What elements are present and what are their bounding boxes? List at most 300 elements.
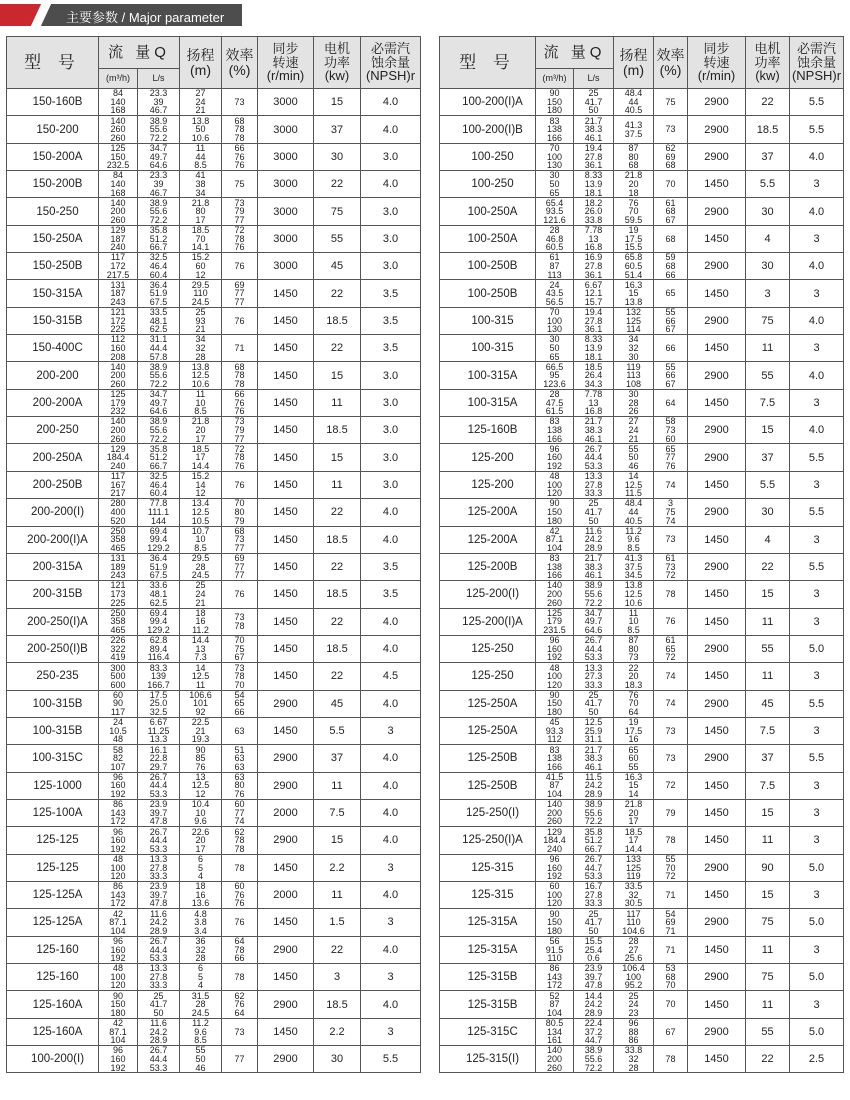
- head-cell-value: 8.5: [194, 406, 207, 417]
- efficiency-cell: [222, 745, 258, 772]
- flow-m3h-cell-value: 65: [549, 351, 560, 362]
- efficiency-cell-value: 70: [234, 679, 245, 690]
- head-cell-value: 3.8: [194, 917, 207, 928]
- efficiency-cell: [222, 854, 258, 881]
- flow-ls-cell-value: 41.7: [584, 917, 603, 928]
- head-cell-value: 10.6: [191, 378, 210, 389]
- power-cell: 15: [314, 444, 361, 471]
- head-cell-value: 90: [195, 744, 206, 755]
- flow-m3h-cell: [99, 608, 138, 635]
- flow-m3h-cell: [536, 717, 574, 744]
- table-row: [7, 143, 421, 170]
- table-row: [440, 772, 844, 799]
- flow-m3h-cell-value: 200: [546, 589, 563, 600]
- head-cell-value: 12.5: [191, 507, 210, 518]
- power-cell: 11: [314, 471, 361, 498]
- header-model: 型 号: [7, 37, 99, 89]
- power-cell: 22: [314, 553, 361, 580]
- power-cell: 18.5: [314, 526, 361, 553]
- flow-m3h-cell: [536, 799, 574, 826]
- head-cell: [180, 335, 222, 362]
- flow-ls-cell-value: 28.9: [584, 1007, 603, 1018]
- flow-ls-cell-value: 44.7: [584, 1035, 603, 1046]
- flow-ls-cell-value: 55.6: [149, 124, 168, 135]
- flow-m3h-cell-value: 48: [112, 734, 123, 745]
- flow-m3h-cell-value: 232: [110, 406, 126, 417]
- head-cell: [180, 936, 222, 963]
- flow-ls-cell-value: 111.1: [147, 507, 170, 518]
- head-cell-value: 106.6: [189, 690, 212, 700]
- npsh-cell: 4.0: [361, 745, 421, 772]
- flow-m3h-cell-value: 150: [110, 999, 126, 1010]
- efficiency-cell-value: 73: [234, 612, 245, 623]
- flow-ls-cell: [574, 991, 614, 1018]
- flow-m3h-cell-value: 86: [112, 881, 123, 892]
- efficiency-cell-value: 72: [665, 871, 676, 882]
- flow-m3h-cell-value: 48: [112, 963, 123, 974]
- flow-ls-cell: [138, 253, 180, 280]
- flow-m3h-cell-value: 240: [546, 843, 563, 854]
- flow-m3h-cell: [99, 690, 138, 717]
- flow-m3h-cell-value: 56.5: [545, 296, 564, 307]
- efficiency-cell: [222, 717, 258, 744]
- head-cell-value: 55: [628, 761, 639, 772]
- head-cell: [180, 1046, 222, 1073]
- flow-m3h-cell: [536, 89, 574, 116]
- head-cell-value: 10: [195, 807, 206, 818]
- head-cell-value: 12: [195, 488, 206, 499]
- efficiency-cell-value: 55: [665, 854, 676, 864]
- table-row: [7, 89, 421, 116]
- head-cell: [614, 253, 654, 280]
- flow-m3h-cell-value: 150: [546, 96, 563, 107]
- efficiency-cell-value: 73: [234, 416, 245, 427]
- head-cell-value: 17: [195, 843, 206, 854]
- head-cell: [614, 827, 654, 854]
- table-row: [7, 608, 421, 635]
- efficiency-cell: [654, 280, 688, 307]
- header-flow-ls: L/s: [138, 69, 180, 89]
- head-cell-value: 32: [628, 342, 639, 353]
- head-cell-value: 70: [195, 233, 206, 244]
- power-cell: 15: [746, 799, 790, 826]
- model-cell: 125-100A: [7, 799, 99, 826]
- speed-cell: 1450: [258, 1018, 314, 1045]
- head-cell: [180, 362, 222, 389]
- flow-ls-cell-value: 33.3: [149, 980, 168, 991]
- flow-m3h-cell-value: 166: [546, 570, 563, 581]
- flow-m3h-cell-value: 173: [110, 589, 126, 600]
- flow-m3h-cell-value: 125: [110, 143, 126, 153]
- model-cell: 150-315B: [7, 307, 99, 334]
- efficiency-cell-value: 76: [234, 999, 245, 1010]
- flow-ls-cell-value: 14.4: [584, 990, 603, 1001]
- efficiency-cell-value: 55: [665, 361, 676, 372]
- head-cell-value: 14: [195, 479, 206, 490]
- model-cell: 100-250B: [440, 253, 536, 280]
- efficiency-cell: [654, 499, 688, 526]
- head-cell-value: 10.5: [191, 515, 210, 526]
- efficiency-cell: [654, 717, 688, 744]
- flow-ls-cell: [138, 936, 180, 963]
- flow-m3h-cell-value: 226: [110, 635, 126, 646]
- speed-cell: 1450: [688, 608, 746, 635]
- flow-m3h-cell-value: 150: [546, 507, 563, 518]
- speed-cell: 1450: [258, 581, 314, 608]
- flow-ls-cell-value: 32.5: [149, 707, 168, 718]
- model-cell: 150-250B: [7, 253, 99, 280]
- head-cell-value: 3.4: [194, 925, 207, 936]
- flow-ls-cell: [574, 253, 614, 280]
- flow-m3h-cell: [99, 362, 138, 389]
- power-cell: 5.5: [314, 717, 361, 744]
- model-cell: 125-250B: [440, 745, 536, 772]
- flow-m3h-cell-value: 192: [110, 789, 126, 800]
- head-cell-value: 133: [625, 854, 642, 864]
- npsh-cell: 3: [790, 663, 844, 690]
- head-cell-value: 14.4: [191, 635, 210, 646]
- head-cell: [180, 690, 222, 717]
- flow-m3h-cell: [99, 991, 138, 1018]
- npsh-cell: 3.0: [361, 198, 421, 225]
- efficiency-cell-value: 76: [234, 151, 245, 162]
- head-cell-value: 18.5: [191, 225, 210, 235]
- header-efficiency: 效率 (%): [654, 37, 688, 89]
- model-cell: 125-125: [7, 827, 99, 854]
- flow-ls-cell-value: 53.3: [584, 652, 603, 663]
- flow-ls-cell-value: 39.7: [149, 889, 168, 900]
- model-cell: 100-315C: [7, 745, 99, 772]
- efficiency-cell-value: 68: [234, 115, 245, 126]
- flow-m3h-cell-value: 104: [110, 925, 126, 936]
- flow-ls-cell-value: 36.1: [584, 160, 603, 171]
- flow-ls-cell-value: 47.8: [584, 980, 603, 991]
- efficiency-cell-value: 79: [234, 425, 245, 435]
- npsh-cell: 3.0: [361, 143, 421, 170]
- flow-ls-cell: [574, 964, 614, 991]
- flow-ls-cell-value: 19.4: [584, 307, 603, 318]
- efficiency-cell-value: 60: [665, 433, 676, 444]
- flow-ls-cell-value: 25.0: [149, 698, 168, 709]
- head-cell-value: 10.7: [191, 526, 210, 536]
- model-cell: 100-250A: [440, 198, 536, 225]
- efficiency-cell: [654, 417, 688, 444]
- model-cell: 100-315B: [7, 717, 99, 744]
- header-speed: 同步 转速 (r/min): [258, 37, 314, 89]
- flow-ls-cell-value: 50: [588, 515, 599, 526]
- efficiency-cell: [654, 881, 688, 908]
- flow-ls-cell-value: 62.5: [149, 324, 168, 335]
- head-cell-value: 65: [628, 744, 639, 755]
- efficiency-cell: [654, 89, 688, 116]
- flow-ls-cell-value: 13.9: [584, 178, 603, 189]
- power-cell: 11: [746, 608, 790, 635]
- flow-ls-cell: [574, 280, 614, 307]
- head-cell-value: 11.2: [192, 1018, 209, 1028]
- efficiency-cell-value: 76: [234, 260, 245, 271]
- speed-cell: 1450: [688, 1046, 746, 1073]
- efficiency-cell: [654, 553, 688, 580]
- table-row: [440, 280, 844, 307]
- model-cell: 125-200: [440, 444, 536, 471]
- head-cell: [614, 717, 654, 744]
- flow-m3h-cell-value: 140: [110, 361, 126, 372]
- npsh-cell: 4.0: [361, 89, 421, 116]
- head-cell-value: 28: [195, 351, 206, 362]
- head-cell-value: 85: [195, 753, 206, 764]
- head-cell-value: 16.3: [624, 279, 643, 290]
- power-cell: 30: [314, 1046, 361, 1073]
- head-cell-value: 19: [628, 225, 639, 235]
- efficiency-cell-value: 61: [665, 635, 676, 646]
- speed-cell: 1450: [688, 526, 746, 553]
- flow-ls-cell-value: 35.8: [584, 826, 603, 837]
- speed-cell: 2900: [258, 936, 314, 963]
- head-cell-value: 11.5: [625, 488, 642, 499]
- speed-cell: 1450: [258, 553, 314, 580]
- flow-m3h-cell-value: 134: [546, 1026, 563, 1037]
- table-row: [440, 1018, 844, 1045]
- head-cell-value: 108: [625, 378, 642, 389]
- flow-ls-cell-value: 13: [588, 397, 599, 408]
- head-cell-value: 15.2: [191, 471, 210, 482]
- head-cell: [614, 745, 654, 772]
- efficiency-cell-value: 76: [234, 889, 245, 900]
- speed-cell: 2900: [688, 635, 746, 662]
- flow-m3h-cell-value: 192: [110, 953, 126, 964]
- head-cell-value: 46: [195, 1062, 206, 1073]
- efficiency-cell: [222, 444, 258, 471]
- head-cell-value: 73: [628, 652, 639, 663]
- npsh-cell: 3: [790, 581, 844, 608]
- speed-cell: 1450: [688, 827, 746, 854]
- flow-m3h-cell-value: 192: [546, 652, 563, 663]
- flow-m3h-cell-value: 166: [546, 132, 563, 143]
- npsh-cell: 3: [790, 526, 844, 553]
- flow-m3h-cell: [536, 745, 574, 772]
- flow-ls-cell-value: 13: [588, 233, 599, 244]
- flow-m3h-cell-value: 180: [546, 515, 563, 526]
- flow-ls-cell-value: 48.1: [149, 315, 168, 326]
- head-cell-value: 14.4: [624, 843, 643, 854]
- model-cell: 125-1000: [7, 772, 99, 799]
- model-cell: 125-200A: [440, 526, 536, 553]
- flow-ls-cell-value: 26.7: [149, 826, 168, 837]
- efficiency-cell: [222, 772, 258, 799]
- flow-m3h-cell: [99, 471, 138, 498]
- flow-m3h-cell-value: 87: [549, 780, 560, 791]
- head-cell-value: 20: [195, 425, 206, 435]
- head-cell: [180, 89, 222, 116]
- efficiency-cell-value: 76: [234, 160, 245, 171]
- flow-ls-cell-value: 25: [588, 908, 599, 919]
- efficiency-cell-value: 77: [234, 288, 245, 299]
- flow-ls-cell-value: 34.7: [584, 608, 603, 618]
- head-cell: [614, 608, 654, 635]
- power-cell: 22: [314, 335, 361, 362]
- flow-ls-cell-value: 53.3: [149, 789, 168, 800]
- head-cell-value: 18.5: [624, 826, 643, 837]
- flow-m3h-cell-value: 121: [110, 307, 126, 318]
- power-cell: 18.5: [746, 116, 790, 143]
- efficiency-cell-value: 69: [234, 279, 245, 290]
- flow-ls-cell-value: 38.9: [149, 115, 168, 126]
- head-cell: [180, 608, 222, 635]
- flow-m3h-cell-value: 82: [112, 753, 123, 764]
- npsh-cell: 3.0: [361, 471, 421, 498]
- flow-ls-cell: [574, 307, 614, 334]
- speed-cell: 2900: [258, 690, 314, 717]
- flow-ls-cell-value: 17.5: [149, 690, 168, 700]
- efficiency-cell-value: 78: [234, 843, 245, 854]
- head-cell-value: 28: [195, 953, 206, 964]
- flow-ls-cell-value: 27.8: [584, 260, 603, 271]
- flow-ls-cell: [574, 608, 614, 635]
- header-flow-m3h: (m³/h): [99, 69, 138, 89]
- power-cell: 18.5: [314, 991, 361, 1018]
- flow-ls-cell-value: 77.8: [149, 498, 168, 509]
- table-row: [440, 936, 844, 963]
- efficiency-cell-value: 54: [665, 908, 676, 919]
- flow-ls-cell-value: 64.6: [149, 160, 168, 171]
- flow-ls-cell-value: 12.5: [584, 717, 603, 728]
- head-cell-value: 28: [628, 936, 639, 946]
- efficiency-cell-value: 70: [665, 862, 676, 873]
- head-cell-value: 27: [628, 944, 639, 955]
- efficiency-cell: [654, 471, 688, 498]
- efficiency-cell-value: 76: [665, 460, 676, 471]
- flow-ls-cell-value: 129.2: [147, 542, 170, 553]
- flow-ls-cell-value: 72.2: [149, 214, 168, 225]
- table-row: [7, 499, 421, 526]
- efficiency-cell: [654, 526, 688, 553]
- flow-m3h-cell-value: 56: [549, 936, 560, 946]
- table-row: [440, 991, 844, 1018]
- header-power: 电机 功率 (kw): [314, 37, 361, 89]
- head-cell: [180, 171, 222, 198]
- flow-ls-cell-value: 53.3: [149, 843, 168, 854]
- flow-ls-cell-value: 27.8: [584, 315, 603, 326]
- table-row: [440, 171, 844, 198]
- head-cell: [614, 909, 654, 936]
- head-cell-value: 132: [625, 307, 642, 318]
- head-cell-value: 13: [195, 772, 206, 782]
- flow-ls-cell-value: 69.4: [149, 526, 168, 536]
- flow-m3h-cell-value: 138: [546, 124, 563, 135]
- table-row: [7, 389, 421, 416]
- flow-m3h-cell-value: 192: [546, 460, 563, 471]
- flow-ls-cell-value: 31.1: [584, 734, 603, 745]
- flow-m3h-cell-value: 180: [546, 707, 563, 718]
- table-row: [440, 909, 844, 936]
- efficiency-cell-value: 74: [665, 479, 676, 490]
- flow-ls-cell-value: 23.3: [149, 170, 168, 181]
- flow-ls-cell-value: 62.8: [149, 635, 168, 646]
- flow-ls-cell-value: 13.9: [584, 342, 603, 353]
- flow-m3h-cell-value: 180: [110, 1007, 126, 1018]
- head-cell-value: 8.5: [194, 1035, 207, 1046]
- flow-m3h-cell-value: 84: [112, 170, 123, 181]
- efficiency-cell-value: 72: [665, 652, 676, 663]
- head-cell-value: 10.4: [191, 799, 210, 810]
- flow-m3h-cell: [536, 772, 574, 799]
- head-cell-value: 14.1: [191, 242, 210, 253]
- flow-ls-cell-value: 38.3: [584, 425, 603, 435]
- table-row: [440, 389, 844, 416]
- table-row: [7, 444, 421, 471]
- speed-cell: 1450: [258, 307, 314, 334]
- flow-ls-cell-value: 46.1: [584, 761, 603, 772]
- efficiency-cell: [222, 143, 258, 170]
- flow-m3h-cell-value: 140: [546, 799, 563, 810]
- efficiency-cell: [222, 335, 258, 362]
- head-cell: [180, 581, 222, 608]
- efficiency-cell: [222, 253, 258, 280]
- flow-m3h-cell-value: 96: [112, 1045, 123, 1056]
- flow-m3h-cell-value: 600: [110, 679, 126, 690]
- head-cell: [614, 663, 654, 690]
- table-row: [440, 717, 844, 744]
- head-cell: [614, 198, 654, 225]
- power-cell: 5.5: [746, 471, 790, 498]
- efficiency-cell: [654, 991, 688, 1018]
- flow-ls-cell: [138, 526, 180, 553]
- power-cell: 22: [746, 1046, 790, 1073]
- power-cell: 11: [314, 881, 361, 908]
- flow-m3h-cell-value: 30: [549, 170, 560, 181]
- efficiency-cell-value: 78: [234, 620, 245, 631]
- head-cell-value: 60.5: [624, 260, 643, 271]
- efficiency-cell-value: 70: [234, 498, 245, 509]
- head-cell: [180, 635, 222, 662]
- efficiency-cell: [654, 171, 688, 198]
- flow-ls-cell-value: 23.3: [149, 88, 168, 99]
- efficiency-cell: [222, 280, 258, 307]
- head-cell: [180, 253, 222, 280]
- model-cell: 125-200: [440, 471, 536, 498]
- head-cell-value: 19: [628, 717, 639, 728]
- head-cell: [180, 526, 222, 553]
- flow-m3h-cell-value: 112: [547, 734, 562, 745]
- head-cell-value: 12.5: [624, 589, 643, 600]
- head-cell: [614, 881, 654, 908]
- head-cell-value: 30.5: [624, 898, 643, 909]
- model-cell: 250-235: [7, 663, 99, 690]
- efficiency-cell: [654, 608, 688, 635]
- head-cell-value: 18.5: [191, 443, 210, 454]
- head-cell-value: 15: [628, 780, 639, 791]
- power-cell: 22: [314, 280, 361, 307]
- flow-m3h-cell-value: 66.5: [545, 361, 564, 372]
- table-row: [440, 854, 844, 881]
- flow-ls-cell: [574, 717, 614, 744]
- flow-m3h-cell-value: 160: [546, 862, 563, 873]
- flow-ls-cell-value: 38.9: [149, 416, 168, 427]
- flow-m3h-cell: [99, 1018, 138, 1045]
- table-row: [7, 362, 421, 389]
- flow-ls-cell-value: 46.1: [584, 433, 603, 444]
- flow-ls-cell: [138, 991, 180, 1018]
- efficiency-cell-value: 61: [665, 553, 676, 564]
- model-cell: 100-250A: [440, 225, 536, 252]
- flow-ls-cell: [574, 444, 614, 471]
- flow-ls-cell-value: 50: [588, 707, 599, 718]
- head-cell-value: 24.5: [191, 570, 210, 581]
- efficiency-cell: [222, 362, 258, 389]
- flow-m3h-cell-value: 120: [110, 980, 126, 991]
- npsh-cell: 3: [361, 1018, 421, 1045]
- head-cell-value: 14: [628, 789, 639, 800]
